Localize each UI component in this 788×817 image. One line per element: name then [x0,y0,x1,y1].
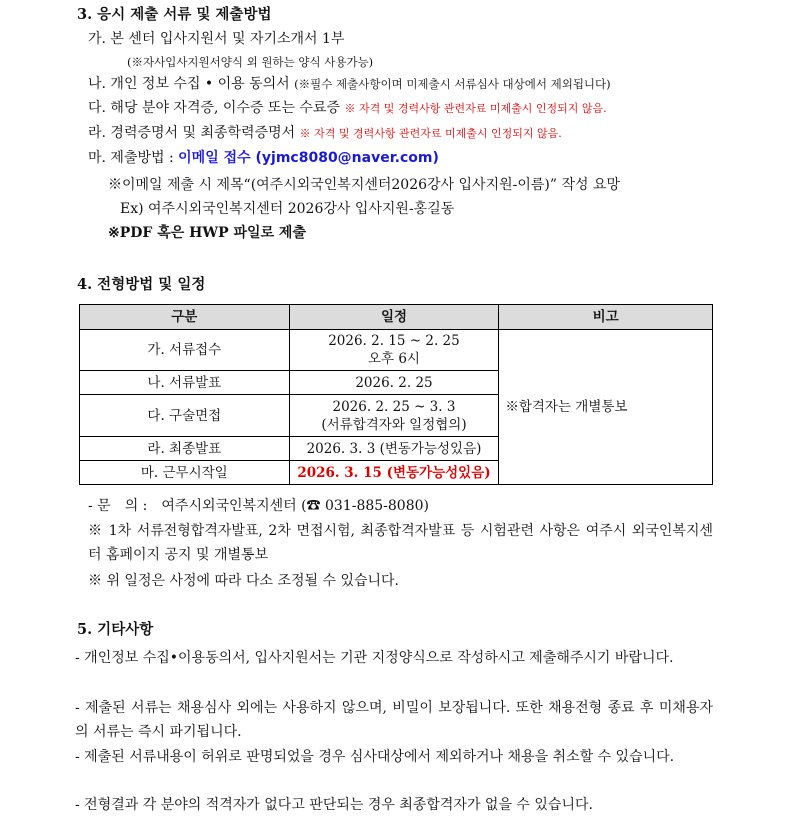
row-label: 나. 서류발표 [80,371,290,395]
section3-item-ga: 가. 본 센터 입사지원서 및 자기소개서 1부 [88,31,345,47]
schedule-header-row [80,305,713,330]
row-schedule-line1: 2026. 2. 25 ~ 3. 3 [332,398,456,415]
section3-item-da-note: ※ 자격 및 경력사항 관련자료 미제출시 인정되지 않음. [344,102,607,115]
row-label: 라. 최종발표 [80,437,290,461]
section3-item-na-text: 나. 개인 정보 수집 • 이용 동의서 [88,76,290,92]
remark-cell: ※합격자는 개별통보 [499,330,713,485]
row-schedule [289,395,499,437]
schedule-table [79,304,713,485]
section3-item-da-text: 다. 해당 분야 자격증, 이수증 또는 수료증 [88,100,340,116]
section3-item-ra-note: ※ 자격 및 경력사항 관련자료 미제출시 인정되지 않음. [299,127,562,140]
header-schedule: 일정 [289,305,499,330]
section3-item-ma-label: 마. 제출방법 : [88,150,174,166]
contact-info: - 문 의 : 여주시외국인복지센터 (☎ 031-885-8080) [88,498,429,514]
section3-item-ga-note: (※자사입사지원서양식 외 원하는 양식 사용가능) [127,55,374,69]
row-schedule-line2: 오후 6시 [367,351,420,367]
schedule-note-1: ※ 1차 서류전형합격자발표, 2차 면접시험, 최종합격자발표 등 시험관련 사항은 여주시 외국인복지센터 홈페이지 공지 및 개별통보 [88,523,713,563]
row-label: 다. 구술면접 [80,395,290,437]
row-schedule-line2: (서류합격자와 일정협의) [321,416,467,433]
section4-title: 4. 전형방법 및 일정 [77,276,206,293]
section3-format-note: ※PDF 혹은 HWP 파일로 제출 [108,225,306,241]
row-schedule [289,330,499,371]
row-schedule-line1: 2026. 2. 15 ~ 2. 25 [328,333,460,349]
section3-item-da [88,98,607,119]
row-schedule: 2026. 3. 3 (변동가능성있음) [289,437,499,461]
schedule-note-2: ※ 위 일정은 사정에 따라 다소 조정될 수 있습니다. [88,573,400,589]
section5-item: - 제출된 서류는 채용심사 외에는 사용하지 않으며, 비밀이 보장됩니다. 또한 채용전형 종료 후 미채용자의 서류는 즉시 파기됩니다. [75,700,713,740]
row-label: 마. 근무시작일 [80,461,290,485]
section3-item-na-note: (※필수 제출사항이며 미제출시 서류심사 대상에서 제외됩니다) [294,77,611,91]
submission-email-link[interactable]: 이메일 접수 (yjmc8080@naver.com) [178,150,439,166]
row-schedule-highlight: 2026. 3. 15 (변동가능성있음) [289,461,499,485]
section5-title: 5. 기타사항 [77,621,154,638]
section5-item: - 제출된 서류내용이 허위로 판명되었을 경우 심사대상에서 제외하거나 채용을 취소할 수 있습니다. [75,749,675,765]
section3-title-note: ※이메일 제출 시 제목“(여주시외국인복지센터2026강사 입사지원-이름)” 작성 요망 [108,177,621,193]
table-row [80,330,713,371]
row-label: 가. 서류접수 [80,330,290,371]
row-schedule: 2026. 2. 25 [289,371,499,395]
section3-example: Ex) 여주시외국인복지센터 2026강사 입사지원-홍길동 [120,201,455,217]
section3-item-ma [88,148,439,168]
header-category: 구분 [80,305,290,330]
section3-item-ra-text: 라. 경력증명서 및 최종학력증명서 [88,125,296,141]
header-remark: 비고 [499,305,713,330]
section5-item: - 개인정보 수집•이용동의서, 입사지원서는 기관 지정양식으로 작성하시고 제출해주시기 바랍니다. [75,650,674,666]
section3-item-na [88,74,611,94]
section5-item: - 전형결과 각 분야의 적격자가 없다고 판단되는 경우 최종합격자가 없을 수 있습니다. [75,797,593,813]
section3-title: 3. 응시 제출 서류 및 제출방법 [77,6,272,23]
section3-item-ra [88,123,562,144]
